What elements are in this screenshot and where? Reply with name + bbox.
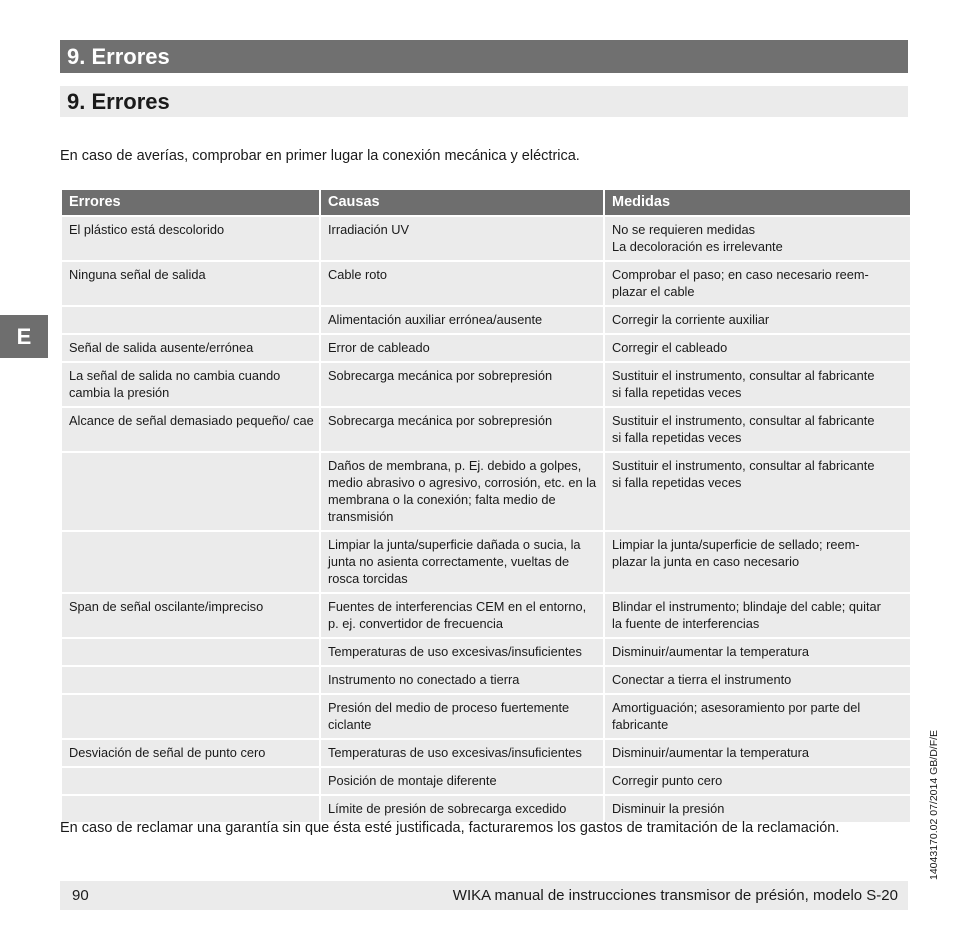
cell-measure [605, 307, 910, 333]
measure-line: La decoloración es irrelevante [612, 239, 783, 254]
cell-error: Desviación de señal de punto cero [62, 740, 319, 766]
measure-line: Comprobar el paso; en caso necesario reem- [612, 267, 869, 282]
table-header-row [62, 190, 910, 215]
measure-line: Corregir la corriente auxiliar [612, 312, 770, 327]
cell-error [62, 453, 319, 530]
measure-line: Conectar a tierra el instrumento [612, 672, 792, 687]
measure-line: No se requieren medidas [612, 222, 755, 237]
table-row [62, 695, 910, 738]
cell-measure [605, 363, 910, 406]
cell-measure [605, 740, 910, 766]
measure-line: Blindar el instrumento; blindaje del cable; quitar [612, 599, 881, 614]
table-row [62, 594, 910, 637]
cell-cause: Alimentación auxiliar errónea/ausente [321, 307, 603, 333]
cell-cause: Error de cableado [321, 335, 603, 361]
header-medidas: Medidas [605, 190, 910, 215]
cell-measure [605, 335, 910, 361]
cell-cause: Cable roto [321, 262, 603, 305]
table-row [62, 408, 910, 451]
measure-line: Disminuir la presión [612, 801, 725, 816]
cell-error [62, 639, 319, 665]
measure-line: Limpiar la junta/superficie de sellado; reem- [612, 537, 860, 552]
cell-cause: Sobrecarga mecánica por sobrepresión [321, 408, 603, 451]
measure-line: Corregir el cableado [612, 340, 728, 355]
cell-cause: Fuentes de interferencias CEM en el entorno, p. ej. convertidor de frecuencia [321, 594, 603, 637]
cell-cause: Posición de montaje diferente [321, 768, 603, 794]
cell-measure [605, 453, 910, 530]
cell-cause: Limpiar la junta/superficie dañada o sucia, la junta no asienta correctamente, vueltas de rosca torcidas [321, 532, 603, 592]
measure-line: si falla repetidas veces [612, 385, 742, 400]
cell-cause: Irradiación UV [321, 217, 603, 260]
cell-error: Señal de salida ausente/errónea [62, 335, 319, 361]
measure-line: plazar el cable [612, 284, 695, 299]
measure-line: plazar la junta en caso necesario [612, 554, 800, 569]
measure-line: la fuente de interferencias [612, 616, 760, 631]
measure-line: Corregir punto cero [612, 773, 723, 788]
cell-error [62, 695, 319, 738]
cell-measure [605, 594, 910, 637]
cell-error [62, 667, 319, 693]
measure-line: Sustituir el instrumento, consultar al fabricante [612, 458, 875, 473]
section-heading-light: 9. Errores [60, 86, 908, 117]
cell-cause: Instrumento no conectado a tierra [321, 667, 603, 693]
table-row [62, 307, 910, 333]
cell-measure [605, 408, 910, 451]
cell-cause: Límite de presión de sobrecarga excedido [321, 796, 603, 822]
troubleshooting-table [60, 188, 912, 824]
cell-measure [605, 667, 910, 693]
measure-line: Sustituir el instrumento, consultar al fabricante [612, 368, 875, 383]
page-number: 90 [72, 887, 89, 904]
table-row [62, 262, 910, 305]
measure-line: si falla repetidas veces [612, 430, 742, 445]
table-row [62, 740, 910, 766]
cell-measure [605, 695, 910, 738]
cell-measure [605, 639, 910, 665]
header-errores: Errores [62, 190, 319, 215]
cell-cause: Presión del medio de proceso fuertemente ciclante [321, 695, 603, 738]
table-row [62, 363, 910, 406]
cell-measure [605, 262, 910, 305]
measure-line: si falla repetidas veces [612, 475, 742, 490]
table-row [62, 639, 910, 665]
table-row [62, 768, 910, 794]
intro-text: En caso de averías, comprobar en primer lugar la conexión mecánica y eléctrica. [60, 148, 580, 164]
measure-line: Disminuir/aumentar la temperatura [612, 644, 810, 659]
measure-line: Disminuir/aumentar la temperatura [612, 745, 810, 760]
cell-cause: Daños de membrana, p. Ej. debido a golpes, medio abrasivo o agresivo, corrosión, etc. en la membrana o la conexión; falta medio de transmisión [321, 453, 603, 530]
cell-cause: Sobrecarga mecánica por sobrepresión [321, 363, 603, 406]
cell-measure [605, 768, 910, 794]
cell-error: Ninguna señal de salida [62, 262, 319, 305]
cell-cause: Temperaturas de uso excesivas/insuficientes [321, 639, 603, 665]
table-row [62, 335, 910, 361]
cell-error [62, 532, 319, 592]
cell-error [62, 768, 319, 794]
cell-error: El plástico está descolorido [62, 217, 319, 260]
document-code: 14043170.02 07/2014 GB/D/F/E [928, 729, 940, 880]
table-row [62, 453, 910, 530]
cell-error: La señal de salida no cambia cuando cambia la presión [62, 363, 319, 406]
language-tab: E [0, 315, 48, 358]
cell-error [62, 307, 319, 333]
table-row [62, 667, 910, 693]
measure-line: Sustituir el instrumento, consultar al fabricante [612, 413, 875, 428]
section-heading-dark: 9. Errores [60, 40, 908, 73]
cell-error: Alcance de señal demasiado pequeño/ cae [62, 408, 319, 451]
cell-measure [605, 532, 910, 592]
cell-cause: Temperaturas de uso excesivas/insuficientes [321, 740, 603, 766]
page-footer [60, 881, 908, 910]
cell-measure [605, 217, 910, 260]
measure-line: fabricante [612, 717, 669, 732]
table-row [62, 217, 910, 260]
table-row [62, 532, 910, 592]
measure-line: Amortiguación; asesoramiento por parte del [612, 700, 861, 715]
cell-error: Span de señal oscilante/impreciso [62, 594, 319, 637]
document-title: WIKA manual de instrucciones transmisor de présión, modelo S-20 [452, 887, 898, 904]
header-causas: Causas [321, 190, 603, 215]
closing-text: En caso de reclamar una garantía sin que ésta esté justificada, facturaremos los gastos de tramitación de la reclamación. [60, 820, 840, 836]
